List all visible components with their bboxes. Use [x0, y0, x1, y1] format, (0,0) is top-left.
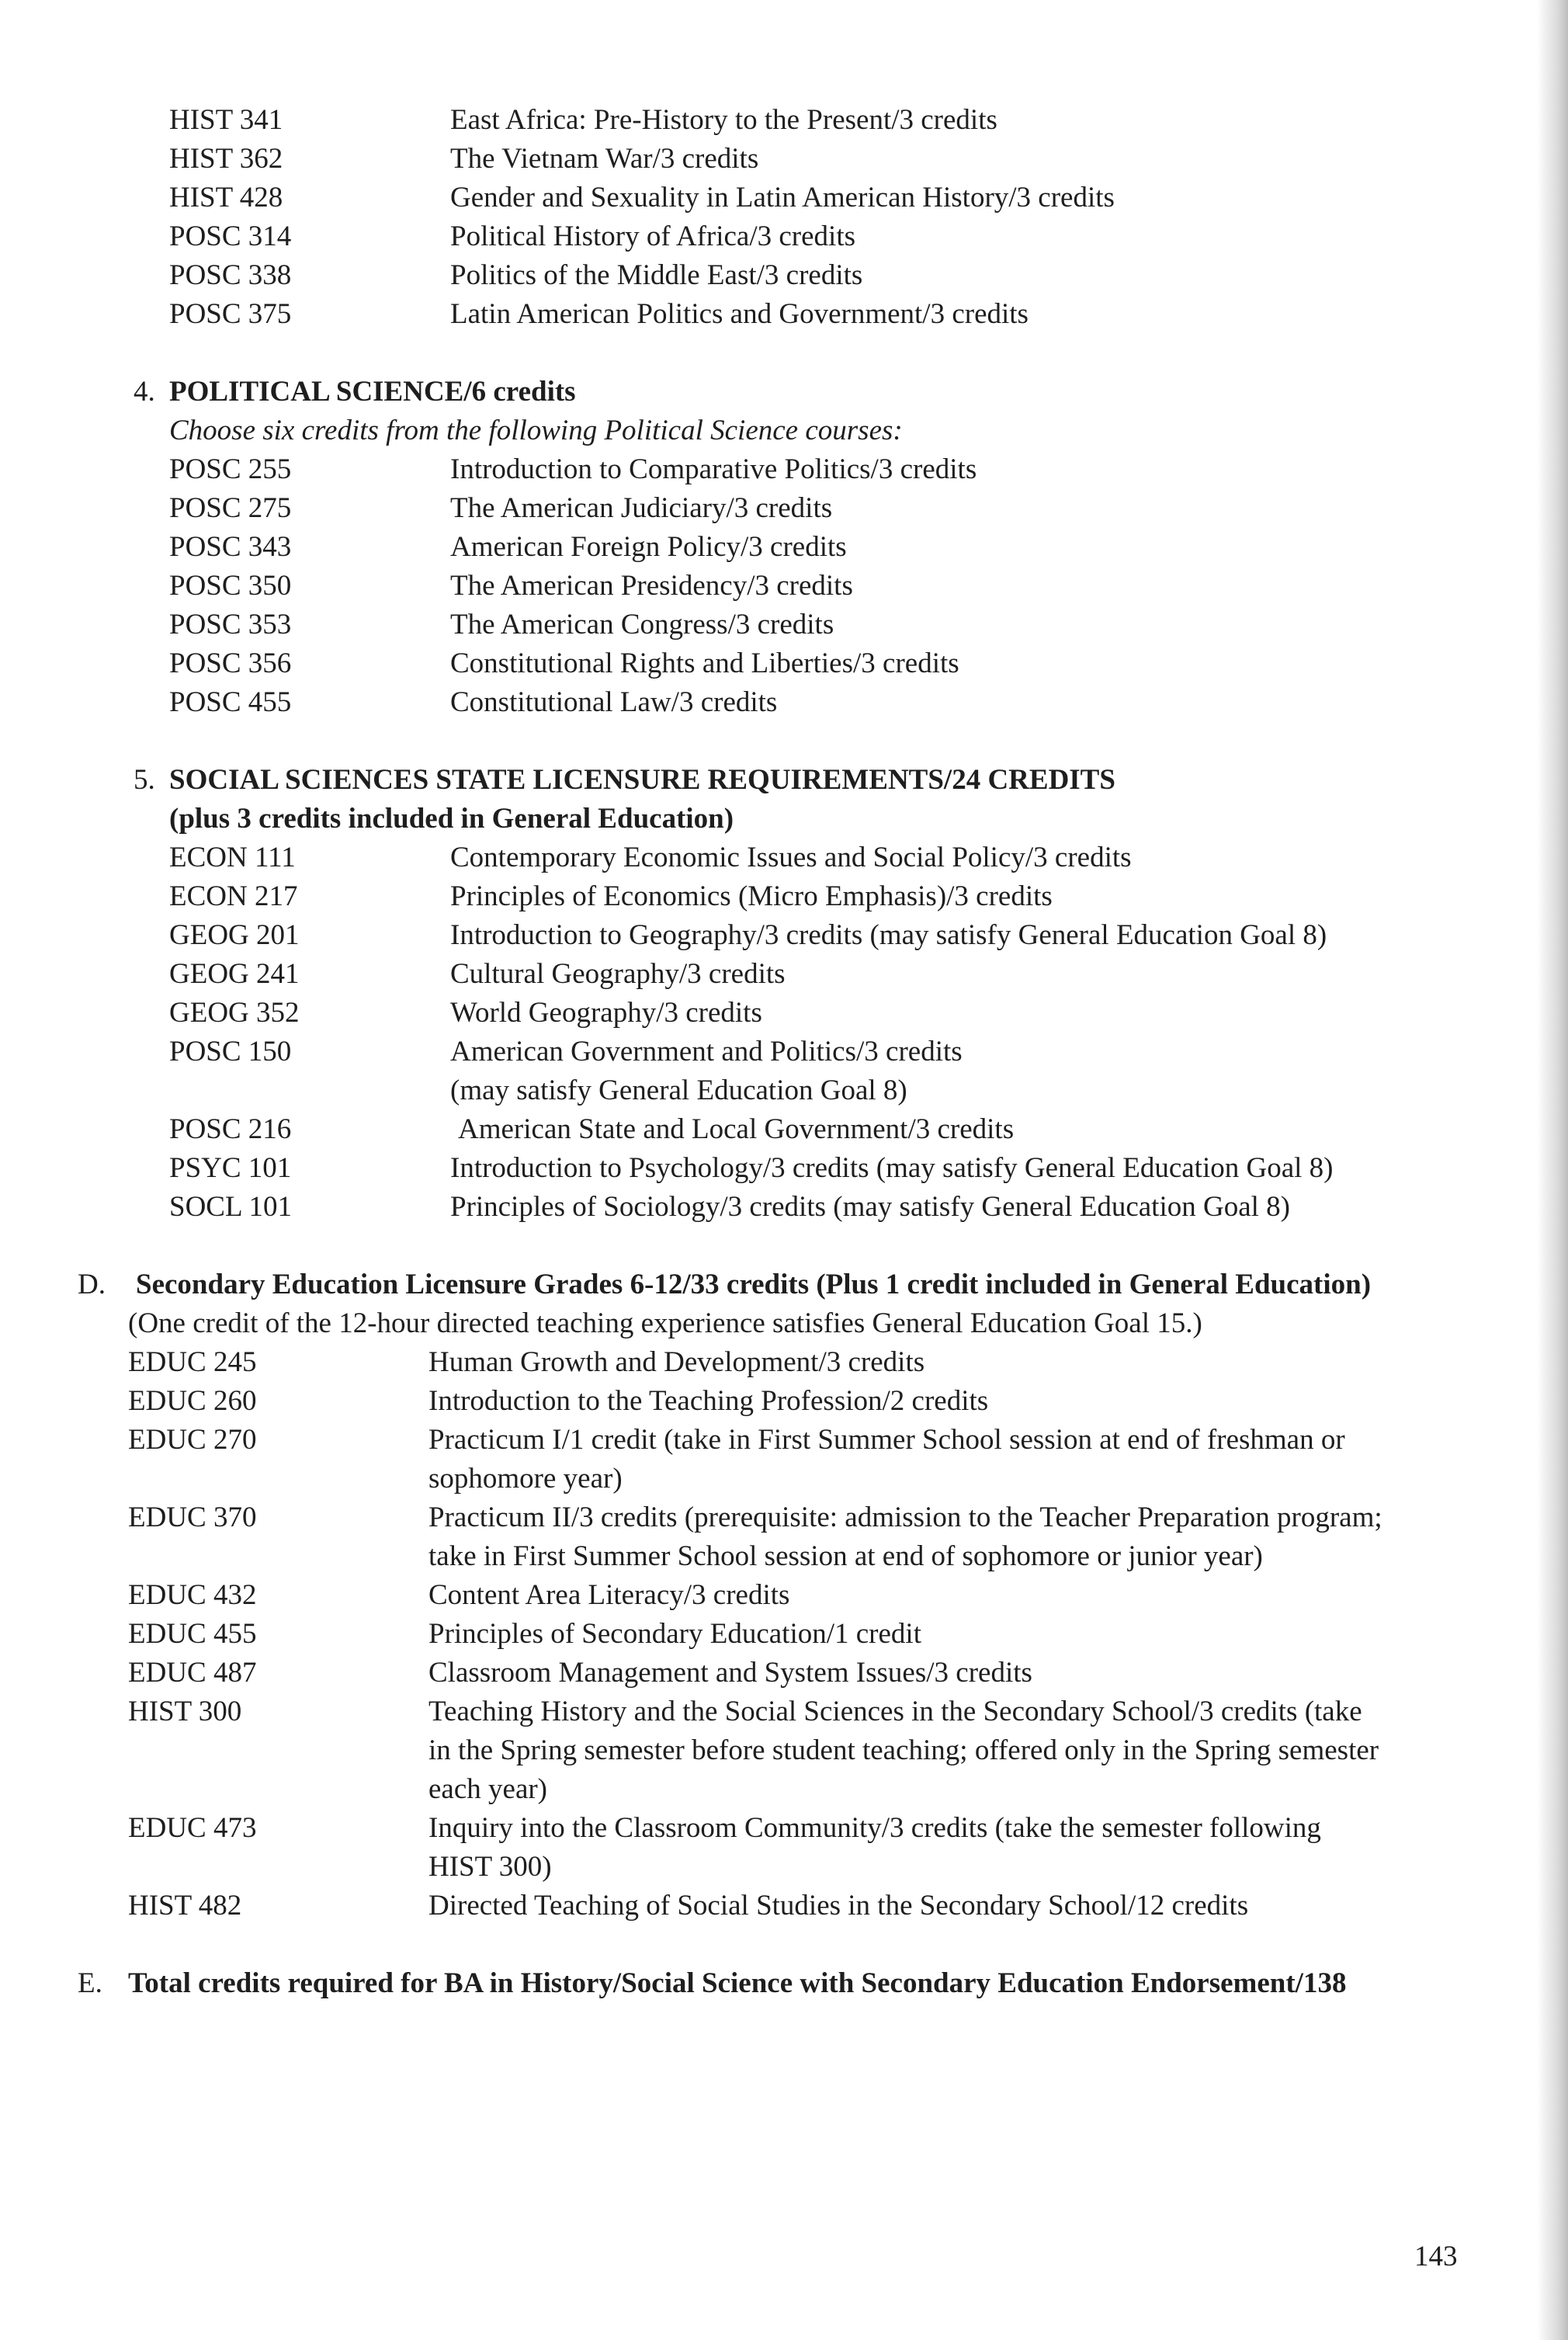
course-code: HIST 428 [169, 182, 283, 214]
course-description: Principles of Secondary Education/1 credit [428, 1618, 921, 1650]
course-description: Politics of the Middle East/3 credits [450, 259, 863, 291]
course-code: HIST 300 [128, 1696, 242, 1727]
course-code: EDUC 487 [128, 1657, 257, 1689]
course-code: POSC 375 [169, 298, 292, 330]
course-description-continued: HIST 300) [428, 1851, 552, 1883]
course-description: Introduction to the Teaching Profession/2 credits [428, 1385, 989, 1417]
section-subtitle: (plus 3 credits included in General Education) [169, 803, 734, 835]
course-code: GEOG 352 [169, 997, 300, 1029]
section-letter: E. [78, 1967, 102, 1999]
course-description: Practicum II/3 credits (prerequisite: admission to the Teacher Preparation program; [428, 1502, 1382, 1533]
course-code: POSC 350 [169, 570, 292, 602]
course-description: Content Area Literacy/3 credits [428, 1579, 790, 1611]
course-description: American State and Local Government/3 credits [458, 1113, 1015, 1145]
course-description: World Geography/3 credits [450, 997, 762, 1029]
course-description-continued: take in First Summer School session at end of sophomore or junior year) [428, 1540, 1263, 1572]
course-code: PSYC 101 [169, 1152, 292, 1184]
course-code: EDUC 245 [128, 1346, 257, 1378]
course-description: East Africa: Pre-History to the Present/3 credits [450, 104, 997, 136]
course-description-continued: in the Spring semester before student teaching; offered only in the Spring semester [428, 1734, 1379, 1766]
course-code: POSC 338 [169, 259, 292, 291]
page-edge-shadow [1537, 0, 1568, 2340]
course-description: American Government and Politics/3 credits [450, 1036, 963, 1068]
course-code: EDUC 260 [128, 1385, 257, 1417]
course-description: The American Congress/3 credits [450, 609, 834, 641]
course-code: EDUC 455 [128, 1618, 257, 1650]
course-code: POSC 275 [169, 492, 292, 524]
course-code: POSC 343 [169, 531, 292, 563]
course-description: Introduction to Psychology/3 credits (may satisfy General Education Goal 8) [450, 1152, 1334, 1184]
course-code: EDUC 473 [128, 1812, 257, 1844]
course-code: POSC 216 [169, 1113, 292, 1145]
course-description: American Foreign Policy/3 credits [450, 531, 847, 563]
course-code: EDUC 270 [128, 1424, 257, 1456]
section-title: Total credits required for BA in History/Social Science with Secondary Education Endorsement/138 [128, 1967, 1347, 1999]
course-code: ECON 217 [169, 880, 298, 912]
course-description: Introduction to Geography/3 credits (may satisfy General Education Goal 8) [450, 919, 1327, 951]
course-description: Principles of Economics (Micro Emphasis)/3 credits [450, 880, 1053, 912]
course-description: Classroom Management and System Issues/3 credits [428, 1657, 1032, 1689]
course-code: EDUC 432 [128, 1579, 257, 1611]
course-code: POSC 150 [169, 1036, 292, 1068]
course-description: Principles of Sociology/3 credits (may satisfy General Education Goal 8) [450, 1191, 1290, 1223]
course-code: SOCL 101 [169, 1191, 292, 1223]
course-code: HIST 362 [169, 143, 283, 175]
course-description: Human Growth and Development/3 credits [428, 1346, 925, 1378]
course-code: GEOG 201 [169, 919, 300, 951]
course-code: POSC 455 [169, 686, 292, 718]
course-description: Constitutional Rights and Liberties/3 credits [450, 647, 959, 679]
course-description-continued: (may satisfy General Education Goal 8) [450, 1075, 907, 1106]
course-description: The American Presidency/3 credits [450, 570, 853, 602]
section-note: (One credit of the 12-hour directed teaching experience satisfies General Education Goal 15.) [128, 1307, 1202, 1339]
course-description: The Vietnam War/3 credits [450, 143, 759, 175]
section-title: POLITICAL SCIENCE/6 credits [169, 376, 576, 408]
course-code: HIST 341 [169, 104, 283, 136]
course-description: Directed Teaching of Social Studies in the Secondary School/12 credits [428, 1890, 1249, 1922]
section-title: SOCIAL SCIENCES STATE LICENSURE REQUIREMENTS/24 CREDITS [169, 764, 1115, 796]
course-description: Cultural Geography/3 credits [450, 958, 786, 990]
course-description: Constitutional Law/3 credits [450, 686, 778, 718]
course-code: GEOG 241 [169, 958, 300, 990]
course-description: Contemporary Economic Issues and Social Policy/3 credits [450, 842, 1132, 873]
course-description: Gender and Sexuality in Latin American History/3 credits [450, 182, 1115, 214]
course-description: Latin American Politics and Government/3 credits [450, 298, 1029, 330]
course-code: POSC 356 [169, 647, 292, 679]
course-code: POSC 353 [169, 609, 292, 641]
course-description: Inquiry into the Classroom Community/3 credits (take the semester following [428, 1812, 1321, 1844]
course-description: Political History of Africa/3 credits [450, 220, 855, 252]
section-title: Secondary Education Licensure Grades 6-12/33 credits (Plus 1 credit included in General Education) [136, 1269, 1372, 1300]
course-code: ECON 111 [169, 842, 296, 873]
course-code: POSC 314 [169, 220, 292, 252]
course-description: Teaching History and the Social Sciences in the Secondary School/3 credits (take [428, 1696, 1362, 1727]
section-number: 4. [134, 376, 155, 408]
course-description: The American Judiciary/3 credits [450, 492, 833, 524]
course-code: HIST 482 [128, 1890, 242, 1922]
course-description-continued: sophomore year) [428, 1463, 623, 1495]
section-instruction: Choose six credits from the following Political Science courses: [169, 415, 903, 446]
course-code: POSC 255 [169, 453, 292, 485]
page-number: 143 [1414, 2241, 1458, 2272]
course-description: Practicum I/1 credit (take in First Summer School session at end of freshman or [428, 1424, 1345, 1456]
section-letter: D. [78, 1269, 106, 1300]
course-code: EDUC 370 [128, 1502, 257, 1533]
section-number: 5. [134, 764, 155, 796]
course-description: Introduction to Comparative Politics/3 credits [450, 453, 977, 485]
course-description-continued: each year) [428, 1773, 548, 1805]
